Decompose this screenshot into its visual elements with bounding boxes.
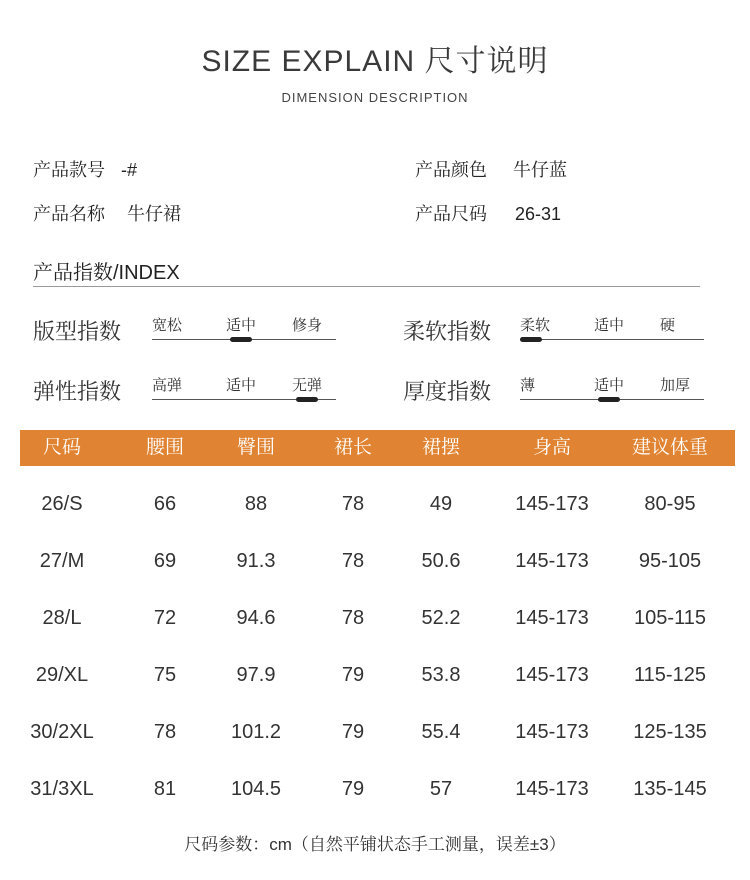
table-cell: 79 — [341, 721, 365, 743]
table-cell: 79 — [341, 664, 365, 686]
table-cell: 52.2 — [421, 607, 461, 629]
table-cell: 94.6 — [236, 607, 276, 629]
index-option: 薄 — [520, 377, 536, 394]
softness-index-scale — [520, 314, 704, 344]
table-header-cell: 建议体重 — [631, 437, 709, 458]
index-selected-marker — [520, 337, 542, 342]
table-cell: 78 — [341, 550, 365, 572]
table-cell: 31/3XL — [30, 778, 94, 800]
index-option: 适中 — [594, 377, 625, 394]
table-cell: 66 — [153, 493, 177, 515]
index-option: 宽松 — [152, 317, 183, 334]
product-name-value: 牛仔裙 — [127, 204, 181, 224]
style-number-label: 产品款号 — [33, 160, 105, 180]
table-cell: 79 — [341, 778, 365, 800]
table-cell: 145-173 — [515, 721, 589, 743]
table-header-cell: 身高 — [532, 437, 572, 458]
table-cell: 105-115 — [634, 607, 706, 629]
table-header-cell: 裙长 — [333, 437, 373, 458]
table-cell: 81 — [153, 778, 177, 800]
index-option: 适中 — [226, 377, 257, 394]
elasticity-index-scale — [152, 374, 336, 404]
table-cell: 50.6 — [421, 550, 461, 572]
elasticity-index-label: 弹性指数 — [33, 379, 122, 404]
table-cell: 28/L — [42, 607, 82, 629]
style-number-value: -# — [121, 160, 138, 180]
page-title: SIZE EXPLAIN 尺寸说明 — [201, 45, 549, 78]
size-range-row — [415, 200, 561, 226]
style-number-row — [33, 156, 137, 182]
index-selected-marker — [296, 397, 318, 402]
table-cell: 53.8 — [421, 664, 461, 686]
index-selected-marker — [598, 397, 620, 402]
product-name-label: 产品名称 — [33, 204, 105, 224]
table-cell: 80-95 — [644, 493, 696, 515]
color-label: 产品颜色 — [415, 160, 487, 180]
table-cell: 78 — [341, 493, 365, 515]
table-cell: 29/XL — [35, 664, 89, 686]
table-header-cell: 裙摆 — [421, 437, 461, 458]
page-subtitle: DIMENSION DESCRIPTION — [281, 90, 469, 105]
color-value: 牛仔蓝 — [513, 160, 567, 180]
index-option: 适中 — [594, 317, 625, 334]
index-option: 柔软 — [520, 317, 551, 334]
size-range-label: 产品尺码 — [415, 204, 487, 224]
table-cell: 30/2XL — [30, 721, 94, 743]
table-cell: 145-173 — [515, 550, 589, 572]
table-cell: 145-173 — [515, 493, 589, 515]
index-option: 高弹 — [152, 377, 183, 394]
table-cell: 55.4 — [421, 721, 461, 743]
table-cell: 101.2 — [230, 721, 282, 743]
fit-index-label: 版型指数 — [33, 319, 122, 344]
measurement-note: 尺码参数：cm（自然平铺状态手工测量，误差±3） — [184, 835, 566, 854]
index-option: 无弹 — [292, 377, 323, 394]
product-name-row — [33, 200, 181, 226]
color-row — [415, 156, 567, 182]
table-cell: 95-105 — [638, 550, 702, 572]
index-option: 修身 — [292, 317, 323, 334]
table-cell: 145-173 — [515, 607, 589, 629]
thickness-index-label: 厚度指数 — [403, 379, 492, 404]
table-cell: 75 — [153, 664, 177, 686]
index-option: 加厚 — [660, 377, 691, 394]
thickness-index-scale — [520, 374, 704, 404]
table-cell: 69 — [153, 550, 177, 572]
index-option: 硬 — [660, 317, 676, 334]
table-cell: 72 — [153, 607, 177, 629]
table-header-cell: 臀围 — [236, 437, 276, 458]
index-option: 适中 — [226, 317, 257, 334]
table-cell: 145-173 — [515, 778, 589, 800]
table-header-cell: 尺码 — [42, 437, 82, 458]
table-cell: 26/S — [41, 493, 83, 515]
index-scale-line — [520, 339, 704, 340]
table-cell: 88 — [244, 493, 268, 515]
index-divider — [33, 286, 700, 287]
index-heading: 产品指数/INDEX — [33, 262, 180, 284]
table-cell: 135-145 — [633, 778, 707, 800]
size-table-header — [20, 430, 735, 466]
table-cell: 97.9 — [236, 664, 276, 686]
table-cell: 145-173 — [515, 664, 589, 686]
index-selected-marker — [230, 337, 252, 342]
table-cell: 78 — [341, 607, 365, 629]
softness-index-label: 柔软指数 — [403, 319, 492, 344]
table-cell: 91.3 — [236, 550, 276, 572]
fit-index-scale — [152, 314, 336, 344]
table-cell: 115-125 — [634, 664, 706, 686]
size-range-value: 26-31 — [515, 204, 562, 224]
table-cell: 78 — [153, 721, 177, 743]
table-cell: 104.5 — [230, 778, 282, 800]
table-cell: 49 — [429, 493, 453, 515]
table-cell: 57 — [429, 778, 453, 800]
table-cell: 125-135 — [633, 721, 707, 743]
table-cell: 27/M — [39, 550, 85, 572]
table-header-cell: 腰围 — [145, 437, 185, 458]
